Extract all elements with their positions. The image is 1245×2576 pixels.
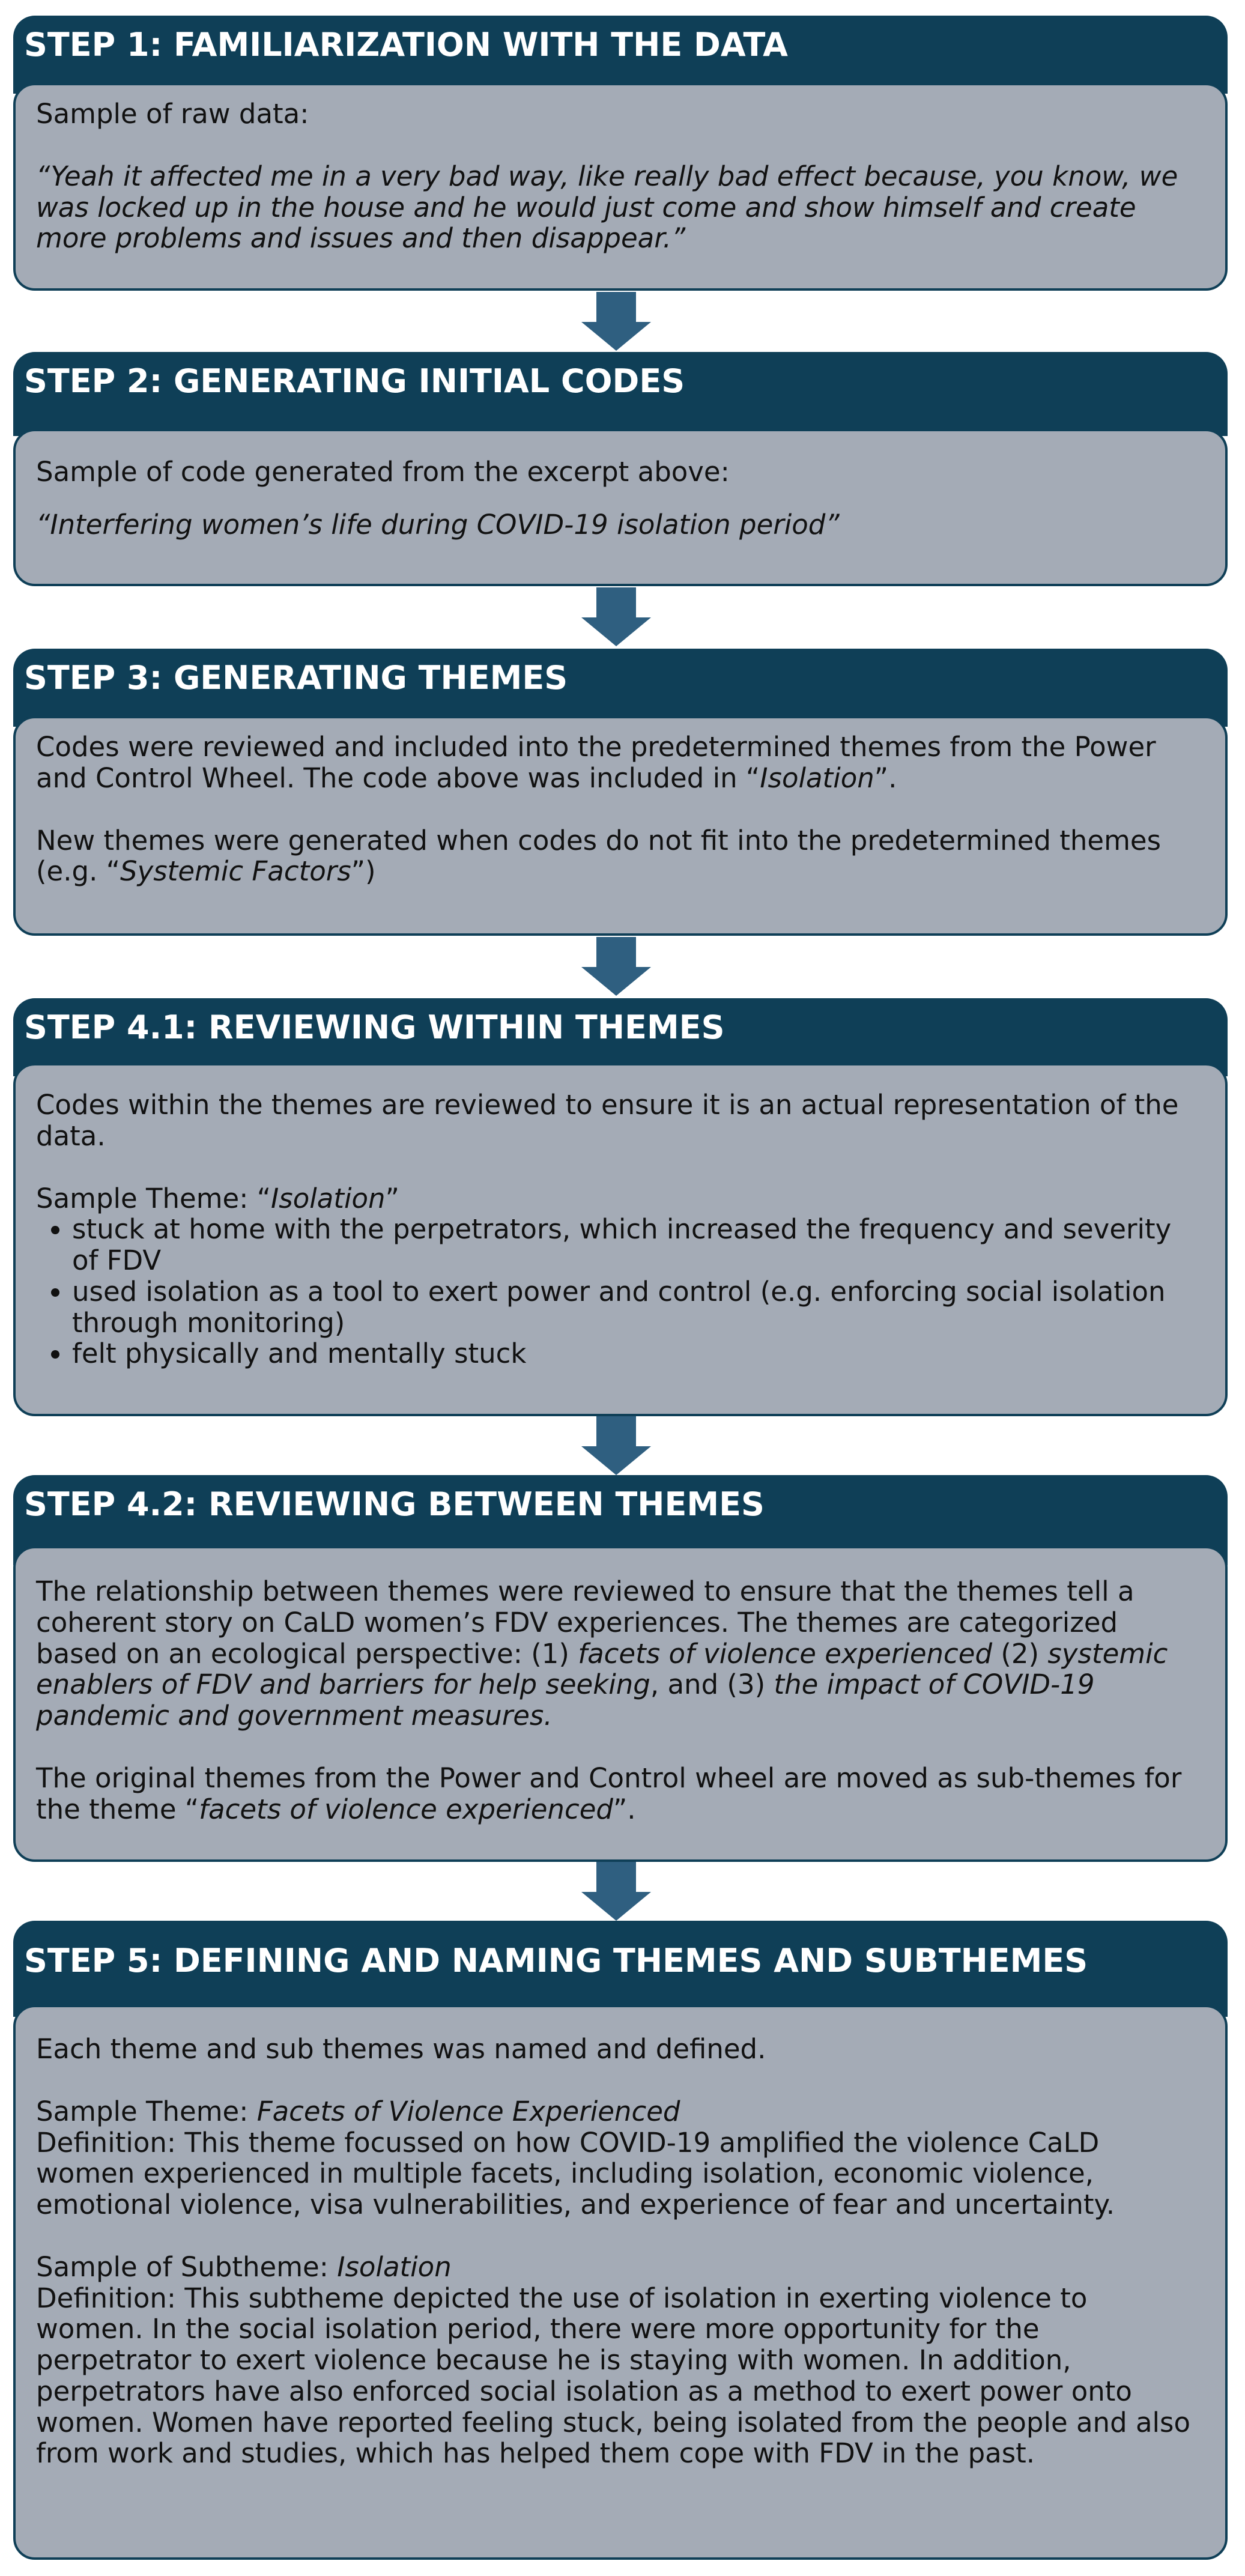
- step-2-body: [13, 429, 1228, 586]
- step-4-1-paragraph: Codes within the themes are reviewed to ensure it is an actual representation of the data.: [36, 1089, 1179, 1152]
- step-4-1-title: STEP 4.1: REVIEWING WITHIN THEMES: [24, 1008, 725, 1046]
- down-arrow-icon: [556, 1862, 676, 1921]
- step-4-2-paragraph-1: The relationship between themes were reviewed to ensure that the themes tell a coherent story on CaLD women’s FDV experiences. The themes are categorized based on an ecological perspective: (1) facets of violence experienced (2) systemic enablers of FDV and barriers for help seeking, and (3) the impact of COVID-19 pandemic and government measures.: [36, 1575, 1168, 1732]
- step-3-paragraph-1: Codes were reviewed and included into the predetermined themes from the Power and Control Wheel. The code above was included in “Isolation”.: [36, 731, 1156, 794]
- down-arrow-icon: [556, 587, 676, 646]
- step-1: [13, 16, 1228, 291]
- step-4-2-paragraph-2: The original themes from the Power and Control wheel are moved as sub-themes for the theme “facets of violence experienced”.: [36, 1762, 1182, 1825]
- step-1-title: STEP 1: FAMILIARIZATION WITH THE DATA: [24, 26, 788, 64]
- step-3-title: STEP 3: GENERATING THEMES: [24, 659, 568, 697]
- step-1-intro: Sample of raw data:: [36, 98, 309, 130]
- down-arrow-icon: [556, 1416, 676, 1475]
- down-arrow-icon: [556, 937, 676, 996]
- step-3: [13, 649, 1228, 936]
- step-4-1-body: [13, 1063, 1228, 1416]
- down-arrow-icon: [556, 292, 676, 351]
- step-5: [13, 1921, 1228, 2560]
- step-4-1-sample-theme: Sample Theme: “Isolation”: [36, 1182, 399, 1214]
- step-5-sample-subtheme: Sample of Subtheme: Isolation: [36, 2250, 452, 2283]
- step-4-1: [13, 998, 1228, 1416]
- step-2-intro: Sample of code generated from the excerpt above:: [36, 456, 730, 488]
- step-4-2-title: STEP 4.2: REVIEWING BETWEEN THEMES: [24, 1485, 765, 1523]
- step-5-theme-definition: Definition: This theme focussed on how COVID-19 amplified the violence CaLD women experienced in multiple facets, including isolation, economic violence, emotional violence, visa vulnerabilities, and experience of fear and uncertainty.: [36, 2126, 1115, 2220]
- step-2: [13, 352, 1228, 586]
- step-3-header: [13, 649, 1228, 727]
- step-2-header: [13, 352, 1228, 436]
- step-5-sample-theme: Sample Theme: Facets of Violence Experienced: [36, 2095, 680, 2127]
- step-5-subtheme-definition: Definition: This subtheme depicted the use of isolation in exerting violence to women. In the social isolation period, there were more opportunity for the perpetrator to exert violence because he is staying with women. In addition, perpetrators have also enforced social isolation as a method to exert power onto women. Women have reported feeling stuck, being isolated from the people and also from work and studies, which has helped them cope with FDV in the past.: [36, 2282, 1190, 2470]
- step-3-body: [13, 716, 1228, 936]
- step-4-2: [13, 1475, 1228, 1862]
- step-2-quote: “Interfering women’s life during COVID-19 isolation period”: [36, 508, 840, 541]
- step-5-title: STEP 5: DEFINING AND NAMING THEMES AND SUBTHEMES: [24, 1942, 1088, 1980]
- step-5-header: [13, 1921, 1228, 2017]
- step-4-2-body: [13, 1546, 1228, 1862]
- step-4-1-bullet-list: [36, 1214, 1196, 1369]
- step-3-paragraph-2: New themes were generated when codes do not fit into the predetermined themes (e.g. “Systemic Factors”): [36, 824, 1162, 888]
- step-5-body: [13, 2005, 1228, 2560]
- list-item: • used isolation as a tool to exert power and control (e.g. enforcing social isolation through monitoring): [72, 1276, 1196, 1339]
- step-1-quote: “Yeah it affected me in a very bad way, like really bad effect because, you know, we was locked up in the house and he would just come and show himself and create more problems and issues and then disappear.”: [36, 160, 1178, 255]
- step-1-body: [13, 83, 1228, 291]
- step-5-paragraph: Each theme and sub themes was named and defined.: [36, 2033, 766, 2065]
- step-1-header: [13, 16, 1228, 94]
- list-item: • stuck at home with the perpetrators, which increased the frequency and severity of FDV: [72, 1214, 1196, 1276]
- step-2-title: STEP 2: GENERATING INITIAL CODES: [24, 362, 685, 400]
- list-item: • felt physically and mentally stuck: [72, 1338, 1196, 1369]
